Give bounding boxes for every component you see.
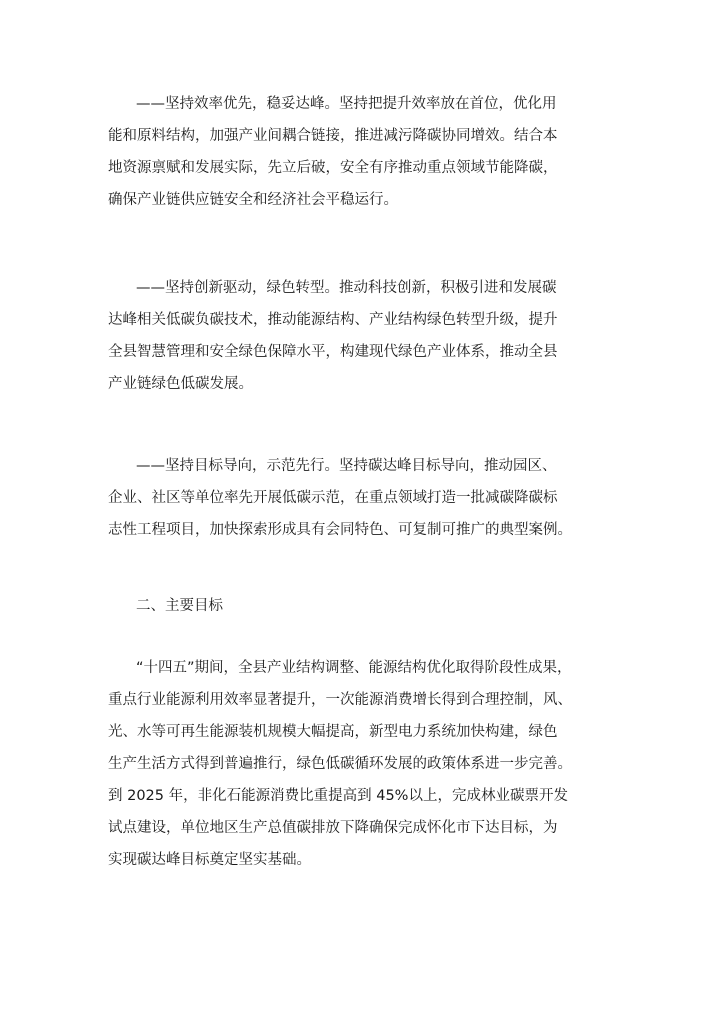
paragraph-line: 确保产业链供应链安全和经济社会平稳运行。	[108, 192, 398, 208]
paragraph-line: 光、水等可再生能源装机规模大幅提高，新型电力系统加快构建，绿色	[108, 724, 558, 740]
paragraph-line: 到 2025 年，非化石能源消费比重提高到 45%以上，完成林业碳票开发	[108, 788, 568, 804]
paragraph-main-goals	[108, 652, 628, 876]
paragraph-line: ——坚持效率优先，稳妥达峰。坚持把提升效率放在首位，优化用	[136, 96, 557, 112]
paragraph-line: 试点建设，单位地区生产总值碳排放下降确保完成怀化市下达目标，为	[108, 820, 558, 836]
paragraph-line: 志性工程项目，加快探索形成具有会同特色、可复制可推广的典型案例。	[108, 522, 572, 538]
paragraph-line: 产业链绿色低碳发展。	[108, 376, 253, 392]
paragraph-line: 重点行业能源利用效率显著提升，一次能源消费增长得到合理控制，风、	[108, 692, 572, 708]
paragraph-line: ——坚持创新驱动，绿色转型。推动科技创新，积极引进和发展碳	[136, 280, 557, 296]
paragraph-line: 达峰相关低碳负碳技术，推动能源结构、产业结构绿色转型升级，提升	[108, 312, 558, 328]
paragraph-innovation-driven	[108, 272, 628, 400]
paragraph-line: ——坚持目标导向，示范先行。坚持碳达峰目标导向，推动园区、	[136, 458, 557, 474]
paragraph-efficiency-first	[108, 88, 628, 216]
section-heading-main-goals	[108, 590, 628, 622]
paragraph-line: 全县智慧管理和安全绿色保障水平，构建现代绿色产业体系，推动全县	[108, 344, 558, 360]
paragraph-line: 能和原料结构，加强产业间耦合链接，推进减污降碳协同增效。结合本	[108, 128, 558, 144]
paragraph-line: “十四五”期间，全县产业结构调整、能源结构优化取得阶段性成果，	[136, 660, 572, 676]
heading-text: 二、主要目标	[136, 598, 223, 614]
paragraph-line: 地资源禀赋和发展实际，先立后破，安全有序推动重点领域节能降碳，	[108, 160, 558, 176]
paragraph-line: 生产生活方式得到普遍推行，绿色低碳循环发展的政策体系进一步完善。	[108, 756, 572, 772]
paragraph-target-oriented	[108, 450, 628, 546]
paragraph-line: 企业、社区等单位率先开展低碳示范，在重点领域打造一批减碳降碳标	[108, 490, 558, 506]
paragraph-line: 实现碳达峰目标奠定坚实基础。	[108, 852, 311, 868]
